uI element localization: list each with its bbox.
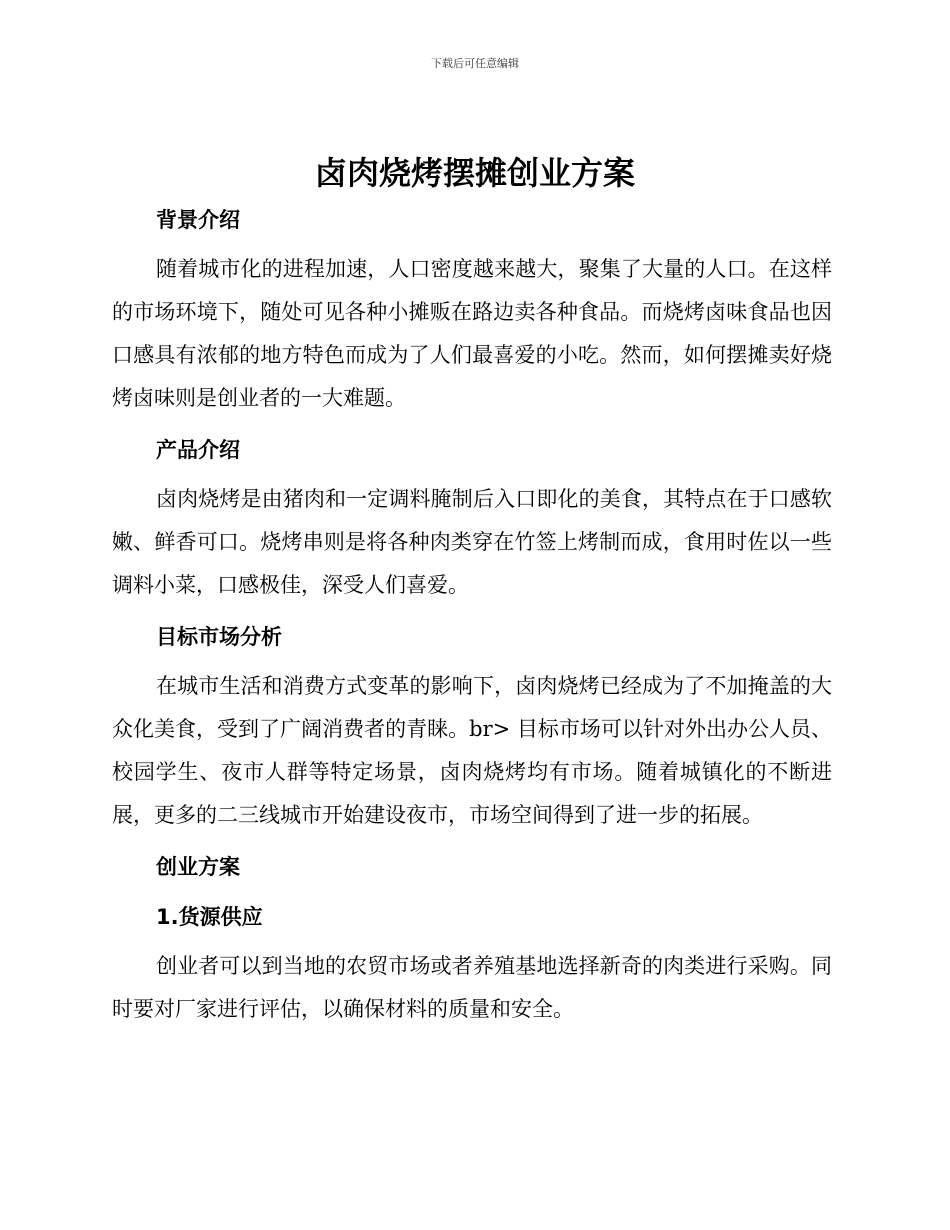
paragraph-product: 卤肉烧烤是由猪肉和一定调料腌制后入口即化的美食，其特点在于口感软嫩、鲜香可口。烧烤串则是将各种肉类穿在竹签上烤制而成，食用时佐以一些调料小菜，口感极佳，深受人们喜爱。: [112, 487, 832, 597]
section-heading-market: 目标市场分析: [156, 625, 282, 649]
paragraph-background: 随着城市化的进程加速，人口密度越来越大，聚集了大量的人口。在这样的市场环境下，随处可见各种小摊贩在路边卖各种食品。而烧烤卤味食品也因口感具有浓郁的地方特色而成为了人们最喜爱的小吃。然而，如何摆摊卖好烧烤卤味则是创业者的一大难题。: [112, 257, 832, 410]
header-note: 下载后可任意编辑: [431, 57, 519, 70]
document-body: [112, 200, 832, 1031]
paragraph-market: 在城市生活和消费方式变革的影响下，卤肉烧烤已经成为了不加掩盖的大众化美食，受到了广阔消费者的青睐。br> 目标市场可以针对外出办公人员、校园学生、夜市人群等特定场景，卤肉烧烤均有市场。随着城镇化的不断进展，更多的二三线城市开始建设夜市，市场空间得到了进一步的拓展。: [112, 674, 832, 827]
sub-heading-supply: 1.货源供应: [156, 905, 263, 929]
document-title: 卤肉烧烤摆摊创业方案: [314, 154, 635, 192]
section-heading-plan: 创业方案: [156, 855, 240, 879]
section-heading-background: 背景介绍: [156, 208, 240, 232]
section-heading-product: 产品介绍: [156, 438, 240, 462]
paragraph-supply: 创业者可以到当地的农贸市场或者养殖基地选择新奇的肉类进行采购。同时要对厂家进行评估，以确保材料的质量和安全。: [112, 954, 832, 1021]
